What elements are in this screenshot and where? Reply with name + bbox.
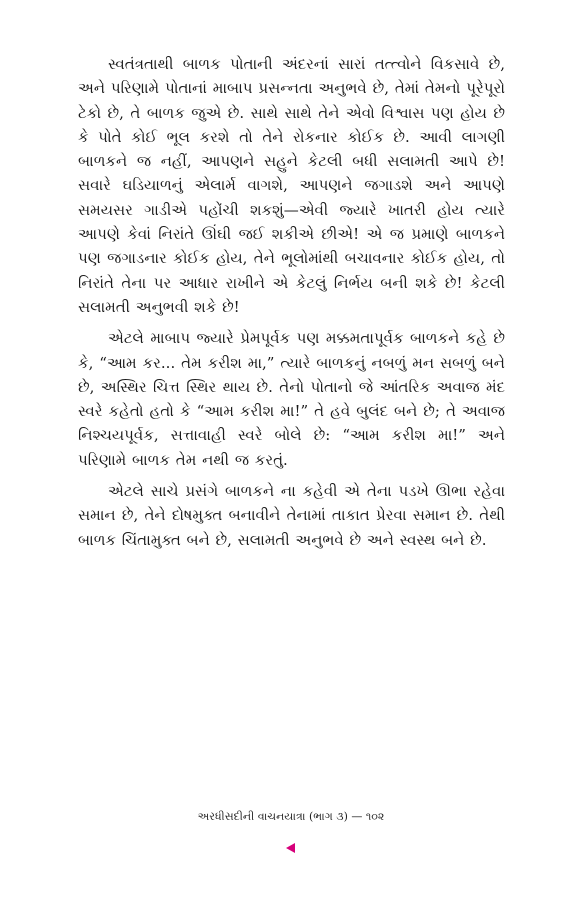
page-footer: અરધીસદીની વાચનયાત્રા (ભાગ ૩) — ૧૦૨	[197, 810, 385, 823]
paragraph-2: એટલે માબાપ જ્યારે પ્રેમપૂર્વક પણ મક્કમતાપૂર્વક બાળકને કહે છે કે, “આમ કર... તેમ કરીશ મા,” ત્યારે બાળકનું નબળું મન સબળું બને છે, અસ્થિર ચિત્ત સ્થિર થાય છે. તેનો પોતાનો જે આંતરિક અવાજ મંદ સ્વરે કહેતો હતો કે “આમ કરીશ મા!” તે હવે બુલંદ બને છે; તે અવાજ નિશ્ચયપૂર્વક, સત્તાવાહી સ્વરે બોલે છે: “આમ કરીશ મા!” અને પરિણામે બાળક તેમ નથી જ કરતું.	[78, 329, 505, 469]
page-body	[78, 52, 505, 559]
previous-page-icon[interactable]	[286, 843, 295, 853]
paragraph-3: એટલે સાચે પ્રસંગે બાળકને ના કહેવી એ તેના પડખે ઊભા રહેવા સમાન છે, તેને દોષમુક્ત બનાવીને તેનામાં તાકાત પ્રેરવા સમાન છે. તેથી બાળક ચિંતામુક્ત બને છે, સલામતી અનુભવે છે અને સ્વસ્થ બને છે.	[78, 482, 505, 549]
paragraph-1: સ્વતંત્રતાથી બાળક પોતાની અંદરનાં સારાં તત્ત્વોને વિકસાવે છે, અને પરિણામે પોતાનાં માબાપ પ્રસન્નતા અનુભવે છે, તેમાં તેમનો પૂરેપૂરો ટેકો છે, તે બાળક જુએ છે. સાથે સાથે તેને એવો વિશ્વાસ પણ હોય છે કે પોતે કોઈ ભૂલ કરશે તો તેને રોકનાર કોઈક છે. આવી લાગણી બાળકને જ નહીં, આપણને સહુને કેટલી બધી સલામતી આપે છે! સવારે ઘડિયાળનું એલાર્મ વાગશે, આપણને જગાડશે અને આપણે સમયસર ગાડીએ પહોંચી શકશું—એવી જ્યારે ખાતરી હોય ત્યારે આપણે કેવાં નિરાંતે ઊંઘી જઈ શકીએ છીએ! એ જ પ્રમાણે બાળકને પણ જગાડનાર કોઈક હોય, તેને ભૂલોમાંથી બચાવનાર કોઈક હોય, તો નિરાંતે તેના પર આધાર રાખીને એ કેટલું નિર્ભય બની શકે છે! કેટલી સલામતી અનુભવી શકે છે!	[78, 55, 505, 316]
